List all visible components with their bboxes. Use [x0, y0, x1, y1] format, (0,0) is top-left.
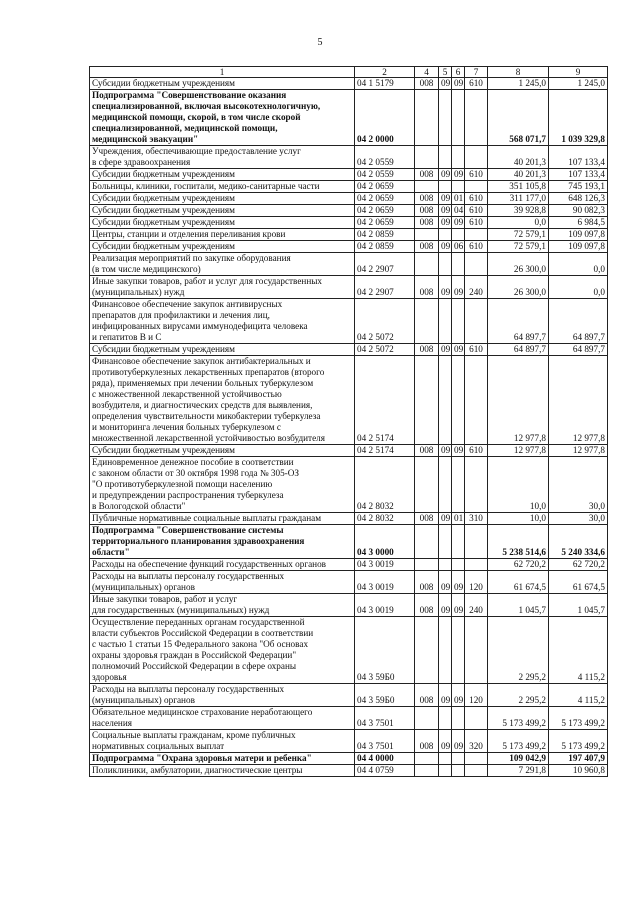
- row-code-cell: 04 2 0559: [355, 146, 415, 169]
- row-code-cell: 04 3 59Б0: [355, 617, 415, 684]
- row-subsection-cell: [452, 559, 465, 571]
- row-code-cell: 04 3 0019: [355, 571, 415, 594]
- row-ministry-cell: 008: [415, 571, 439, 594]
- header-cell: 8: [488, 67, 549, 78]
- row-subsection-cell: 01: [452, 193, 465, 205]
- row-amount-year1-cell: 1 045,7: [488, 594, 549, 617]
- row-subsection-cell: [452, 707, 465, 730]
- row-code-cell: 04 3 0019: [355, 594, 415, 617]
- row-name-cell: Финансовое обеспечение закупок антивирусных препаратов для профилактики и лечения лиц, инфицированных вирусами иммунодефицита человека и гепатитов В и С: [90, 299, 355, 344]
- row-amount-year2-cell: 109 097,8: [549, 241, 608, 253]
- row-section-cell: [439, 617, 452, 684]
- row-code-cell: 04 2 0559: [355, 169, 415, 181]
- header-cell: 7: [465, 67, 488, 78]
- row-amount-year1-cell: 64 897,7: [488, 344, 549, 356]
- row-amount-year2-cell: 62 720,2: [549, 559, 608, 571]
- row-subsection-cell: [452, 299, 465, 344]
- row-name-cell: Субсидии бюджетным учреждениям: [90, 217, 355, 229]
- row-amount-year2-cell: 1 045,7: [549, 594, 608, 617]
- row-subsection-cell: [452, 765, 465, 777]
- row-name-cell: Поликлиники, амбулатории, диагностические центры: [90, 765, 355, 777]
- row-expense-type-cell: 610: [465, 445, 488, 457]
- row-amount-year1-cell: 40 201,3: [488, 146, 549, 169]
- row-expense-type-cell: 240: [465, 594, 488, 617]
- row-expense-type-cell: [465, 617, 488, 684]
- row-expense-type-cell: [465, 356, 488, 445]
- row-amount-year1-cell: 40 201,3: [488, 169, 549, 181]
- row-code-cell: 04 2 5174: [355, 356, 415, 445]
- row-expense-type-cell: [465, 525, 488, 559]
- row-section-cell: 09: [439, 205, 452, 217]
- row-amount-year1-cell: 2 295,2: [488, 617, 549, 684]
- row-code-cell: 04 3 59Б0: [355, 684, 415, 707]
- table-row: [90, 559, 608, 571]
- row-subsection-cell: 09: [452, 78, 465, 90]
- row-expense-type-cell: [465, 229, 488, 241]
- row-name-cell: Центры, станции и отделения переливания крови: [90, 229, 355, 241]
- row-section-cell: [439, 253, 452, 276]
- table-row: [90, 229, 608, 241]
- row-amount-year1-cell: 62 720,2: [488, 559, 549, 571]
- table-row: [90, 617, 608, 684]
- row-expense-type-cell: [465, 181, 488, 193]
- table-row: [90, 730, 608, 753]
- table-row: [90, 765, 608, 777]
- row-code-cell: 04 2 0859: [355, 241, 415, 253]
- row-amount-year1-cell: 12 977,8: [488, 445, 549, 457]
- row-section-cell: 09: [439, 193, 452, 205]
- row-section-cell: [439, 90, 452, 146]
- row-amount-year1-cell: 568 071,7: [488, 90, 549, 146]
- row-code-cell: 04 3 7501: [355, 707, 415, 730]
- table-row: [90, 217, 608, 229]
- row-subsection-cell: [452, 356, 465, 445]
- table-row: [90, 205, 608, 217]
- row-expense-type-cell: 120: [465, 684, 488, 707]
- table-row: [90, 276, 608, 299]
- row-amount-year2-cell: 5 240 334,6: [549, 525, 608, 559]
- row-code-cell: 04 2 2907: [355, 276, 415, 299]
- row-code-cell: 04 2 0859: [355, 229, 415, 241]
- row-ministry-cell: 008: [415, 193, 439, 205]
- row-amount-year2-cell: 4 115,2: [549, 684, 608, 707]
- row-name-cell: Субсидии бюджетным учреждениям: [90, 193, 355, 205]
- row-section-cell: 09: [439, 445, 452, 457]
- budget-table: [89, 66, 608, 777]
- row-name-cell: Подпрограмма "Охрана здоровья матери и ребенка": [90, 753, 355, 765]
- row-amount-year2-cell: 0,0: [549, 253, 608, 276]
- row-subsection-cell: [452, 457, 465, 513]
- row-expense-type-cell: [465, 253, 488, 276]
- table-row: [90, 169, 608, 181]
- row-code-cell: 04 2 5072: [355, 344, 415, 356]
- row-section-cell: 09: [439, 571, 452, 594]
- row-ministry-cell: [415, 299, 439, 344]
- row-amount-year1-cell: 109 042,9: [488, 753, 549, 765]
- row-subsection-cell: 09: [452, 344, 465, 356]
- table-row: [90, 78, 608, 90]
- row-expense-type-cell: 240: [465, 276, 488, 299]
- row-amount-year1-cell: 61 674,5: [488, 571, 549, 594]
- row-code-cell: 04 2 5174: [355, 445, 415, 457]
- row-section-cell: [439, 765, 452, 777]
- row-amount-year2-cell: 745 193,1: [549, 181, 608, 193]
- table-row: [90, 90, 608, 146]
- table-row: [90, 684, 608, 707]
- row-code-cell: 04 3 0000: [355, 525, 415, 559]
- row-expense-type-cell: [465, 146, 488, 169]
- row-expense-type-cell: 310: [465, 513, 488, 525]
- row-ministry-cell: [415, 617, 439, 684]
- row-name-cell: Субсидии бюджетным учреждениям: [90, 78, 355, 90]
- row-ministry-cell: 008: [415, 78, 439, 90]
- header-cell: 2: [355, 67, 415, 78]
- table-row: [90, 241, 608, 253]
- row-section-cell: 09: [439, 684, 452, 707]
- row-amount-year2-cell: 107 133,4: [549, 169, 608, 181]
- row-name-cell: Публичные нормативные социальные выплаты гражданам: [90, 513, 355, 525]
- row-name-cell: Обязательное медицинское страхование неработающего населения: [90, 707, 355, 730]
- row-code-cell: 04 3 7501: [355, 730, 415, 753]
- row-subsection-cell: 09: [452, 445, 465, 457]
- row-ministry-cell: 008: [415, 445, 439, 457]
- row-ministry-cell: 008: [415, 344, 439, 356]
- row-name-cell: Расходы на выплаты персоналу государственных (муниципальных) органов: [90, 684, 355, 707]
- row-name-cell: Субсидии бюджетным учреждениям: [90, 205, 355, 217]
- row-amount-year1-cell: 72 579,1: [488, 241, 549, 253]
- row-amount-year1-cell: 10,0: [488, 457, 549, 513]
- row-name-cell: Иные закупки товаров, работ и услуг для государственных (муниципальных) нужд: [90, 594, 355, 617]
- row-ministry-cell: [415, 229, 439, 241]
- row-amount-year1-cell: 10,0: [488, 513, 549, 525]
- row-expense-type-cell: [465, 753, 488, 765]
- row-section-cell: 09: [439, 217, 452, 229]
- row-subsection-cell: 09: [452, 571, 465, 594]
- row-section-cell: 09: [439, 594, 452, 617]
- row-ministry-cell: 008: [415, 513, 439, 525]
- row-name-cell: Расходы на обеспечение функций государственных органов: [90, 559, 355, 571]
- row-subsection-cell: 09: [452, 594, 465, 617]
- table-row: [90, 457, 608, 513]
- row-subsection-cell: 09: [452, 276, 465, 299]
- row-amount-year1-cell: 26 300,0: [488, 253, 549, 276]
- row-code-cell: 04 2 0659: [355, 181, 415, 193]
- table-row: [90, 594, 608, 617]
- row-amount-year1-cell: 26 300,0: [488, 276, 549, 299]
- row-expense-type-cell: 610: [465, 193, 488, 205]
- row-section-cell: [439, 753, 452, 765]
- row-expense-type-cell: 610: [465, 169, 488, 181]
- table-row: [90, 146, 608, 169]
- row-ministry-cell: 008: [415, 217, 439, 229]
- row-subsection-cell: 04: [452, 205, 465, 217]
- row-amount-year2-cell: 0,0: [549, 276, 608, 299]
- row-amount-year1-cell: 5 173 499,2: [488, 707, 549, 730]
- row-subsection-cell: 01: [452, 513, 465, 525]
- row-ministry-cell: [415, 90, 439, 146]
- row-section-cell: [439, 457, 452, 513]
- row-subsection-cell: 06: [452, 241, 465, 253]
- row-section-cell: 09: [439, 344, 452, 356]
- row-name-cell: Субсидии бюджетным учреждениям: [90, 169, 355, 181]
- row-section-cell: 09: [439, 78, 452, 90]
- row-name-cell: Иные закупки товаров, работ и услуг для государственных (муниципальных) нужд: [90, 276, 355, 299]
- row-expense-type-cell: [465, 559, 488, 571]
- row-section-cell: [439, 229, 452, 241]
- row-subsection-cell: [452, 181, 465, 193]
- row-ministry-cell: [415, 765, 439, 777]
- row-amount-year2-cell: 5 173 499,2: [549, 730, 608, 753]
- row-section-cell: 09: [439, 730, 452, 753]
- row-expense-type-cell: 610: [465, 205, 488, 217]
- table-row: [90, 181, 608, 193]
- row-name-cell: Расходы на выплаты персоналу государственных (муниципальных) органов: [90, 571, 355, 594]
- row-section-cell: 09: [439, 241, 452, 253]
- table-row: [90, 344, 608, 356]
- header-cell: 4: [415, 67, 439, 78]
- row-amount-year2-cell: 107 133,4: [549, 146, 608, 169]
- row-amount-year2-cell: 1 039 329,8: [549, 90, 608, 146]
- row-name-cell: Субсидии бюджетным учреждениям: [90, 344, 355, 356]
- row-expense-type-cell: [465, 90, 488, 146]
- row-amount-year1-cell: 311 177,0: [488, 193, 549, 205]
- row-code-cell: 04 4 0759: [355, 765, 415, 777]
- row-subsection-cell: 09: [452, 684, 465, 707]
- table-header-row: [90, 67, 608, 78]
- row-ministry-cell: [415, 181, 439, 193]
- row-amount-year1-cell: 351 105,8: [488, 181, 549, 193]
- row-section-cell: [439, 559, 452, 571]
- row-amount-year2-cell: 30,0: [549, 513, 608, 525]
- row-amount-year1-cell: 2 295,2: [488, 684, 549, 707]
- row-amount-year2-cell: 61 674,5: [549, 571, 608, 594]
- row-amount-year1-cell: 39 928,8: [488, 205, 549, 217]
- row-ministry-cell: 008: [415, 594, 439, 617]
- row-ministry-cell: [415, 146, 439, 169]
- row-subsection-cell: [452, 146, 465, 169]
- row-expense-type-cell: 120: [465, 571, 488, 594]
- page-number: 5: [317, 37, 323, 48]
- row-ministry-cell: [415, 356, 439, 445]
- row-ministry-cell: [415, 559, 439, 571]
- row-amount-year2-cell: 10 960,8: [549, 765, 608, 777]
- row-ministry-cell: 008: [415, 205, 439, 217]
- row-subsection-cell: [452, 253, 465, 276]
- table-row: [90, 707, 608, 730]
- row-section-cell: [439, 181, 452, 193]
- row-amount-year1-cell: 64 897,7: [488, 299, 549, 344]
- row-name-cell: Подпрограмма "Совершенствование системы территориального планирования здравоохранения области": [90, 525, 355, 559]
- row-amount-year1-cell: 5 173 499,2: [488, 730, 549, 753]
- row-subsection-cell: [452, 753, 465, 765]
- row-expense-type-cell: 320: [465, 730, 488, 753]
- row-section-cell: [439, 356, 452, 445]
- row-subsection-cell: [452, 525, 465, 559]
- row-ministry-cell: 008: [415, 730, 439, 753]
- row-amount-year2-cell: 90 082,3: [549, 205, 608, 217]
- row-name-cell: Учреждения, обеспечивающие предоставление услуг в сфере здравоохранения: [90, 146, 355, 169]
- row-expense-type-cell: [465, 299, 488, 344]
- row-ministry-cell: 008: [415, 241, 439, 253]
- row-ministry-cell: [415, 753, 439, 765]
- table-row: [90, 299, 608, 344]
- row-section-cell: [439, 707, 452, 730]
- row-ministry-cell: [415, 707, 439, 730]
- row-code-cell: 04 2 8032: [355, 457, 415, 513]
- header-cell: 9: [549, 67, 608, 78]
- row-name-cell: Субсидии бюджетным учреждениям: [90, 445, 355, 457]
- row-name-cell: Больницы, клиники, госпитали, медико-санитарные части: [90, 181, 355, 193]
- row-code-cell: 04 2 0659: [355, 193, 415, 205]
- row-expense-type-cell: 610: [465, 241, 488, 253]
- row-amount-year2-cell: 197 407,9: [549, 753, 608, 765]
- row-subsection-cell: 09: [452, 730, 465, 753]
- table-row: [90, 571, 608, 594]
- row-amount-year2-cell: 648 126,3: [549, 193, 608, 205]
- row-amount-year2-cell: 1 245,0: [549, 78, 608, 90]
- row-amount-year2-cell: 12 977,8: [549, 356, 608, 445]
- row-name-cell: Финансовое обеспечение закупок антибактериальных и противотуберкулезных лекарственных препаратов (второго ряда), применяемых при лечении больных туберкулезом с множественной лекарственной устойчивостью возбудителя, и диагностических средств для выявления, определения чувствительности микобактерии туберкулеза и мониторинга лечения больных туберкулезом с множественной лекарственной устойчивостью возбудителя: [90, 356, 355, 445]
- row-amount-year2-cell: 12 977,8: [549, 445, 608, 457]
- row-section-cell: [439, 525, 452, 559]
- row-amount-year1-cell: 7 291,8: [488, 765, 549, 777]
- row-subsection-cell: [452, 229, 465, 241]
- header-cell: 1: [90, 67, 355, 78]
- row-expense-type-cell: 610: [465, 78, 488, 90]
- row-name-cell: Реализация мероприятий по закупке оборудования (в том числе медицинского): [90, 253, 355, 276]
- row-ministry-cell: [415, 457, 439, 513]
- header-cell: 6: [452, 67, 465, 78]
- row-name-cell: Социальные выплаты гражданам, кроме публичных нормативных социальных выплат: [90, 730, 355, 753]
- row-subsection-cell: 09: [452, 169, 465, 181]
- row-code-cell: 04 2 0659: [355, 217, 415, 229]
- row-amount-year2-cell: 64 897,7: [549, 344, 608, 356]
- row-section-cell: 09: [439, 169, 452, 181]
- row-amount-year2-cell: 109 097,8: [549, 229, 608, 241]
- row-section-cell: 09: [439, 276, 452, 299]
- row-amount-year1-cell: 12 977,8: [488, 356, 549, 445]
- row-amount-year2-cell: 6 984,5: [549, 217, 608, 229]
- row-subsection-cell: [452, 617, 465, 684]
- row-amount-year2-cell: 64 897,7: [549, 299, 608, 344]
- row-section-cell: 09: [439, 513, 452, 525]
- table-row: [90, 253, 608, 276]
- row-code-cell: 04 4 0000: [355, 753, 415, 765]
- row-section-cell: [439, 299, 452, 344]
- table-row: [90, 513, 608, 525]
- row-subsection-cell: [452, 90, 465, 146]
- row-name-cell: Подпрограмма "Совершенствование оказания специализированной, включая высокотехнологичную, медицинской помощи, скорой, в том числе скорой специализированной, медицинской помощи, медицинской эвакуации": [90, 90, 355, 146]
- row-name-cell: Субсидии бюджетным учреждениям: [90, 241, 355, 253]
- row-code-cell: 04 2 0659: [355, 205, 415, 217]
- header-cell: 5: [439, 67, 452, 78]
- table-row: [90, 193, 608, 205]
- row-code-cell: 04 2 8032: [355, 513, 415, 525]
- row-code-cell: 04 1 5179: [355, 78, 415, 90]
- row-expense-type-cell: [465, 707, 488, 730]
- row-amount-year2-cell: 5 173 499,2: [549, 707, 608, 730]
- table-row: [90, 753, 608, 765]
- row-ministry-cell: [415, 253, 439, 276]
- row-amount-year2-cell: 30,0: [549, 457, 608, 513]
- row-expense-type-cell: [465, 765, 488, 777]
- row-amount-year1-cell: 1 245,0: [488, 78, 549, 90]
- row-amount-year1-cell: 72 579,1: [488, 229, 549, 241]
- row-code-cell: 04 2 2907: [355, 253, 415, 276]
- row-ministry-cell: 008: [415, 684, 439, 707]
- row-amount-year2-cell: 4 115,2: [549, 617, 608, 684]
- row-amount-year1-cell: 5 238 514,6: [488, 525, 549, 559]
- row-name-cell: Единовременное денежное пособие в соответствии с законом области от 30 октября 1998 года № 305-ОЗ "О противотуберкулезной помощи населению и предупреждении распространения туберкулеза в Вологодской области": [90, 457, 355, 513]
- row-ministry-cell: 008: [415, 276, 439, 299]
- row-expense-type-cell: [465, 457, 488, 513]
- row-code-cell: 04 3 0019: [355, 559, 415, 571]
- table-row: [90, 356, 608, 445]
- row-amount-year1-cell: 0,0: [488, 217, 549, 229]
- table-row: [90, 525, 608, 559]
- row-expense-type-cell: 610: [465, 344, 488, 356]
- row-name-cell: Осуществление переданных органам государственной власти субъектов Российской Федерации в соответствии с частью 1 статьи 15 Федерального закона "Об основах охраны здоровья граждан в Российской Федерации" полномочий Российской Федерации в сфере охраны здоровья: [90, 617, 355, 684]
- row-section-cell: [439, 146, 452, 169]
- row-subsection-cell: 09: [452, 217, 465, 229]
- row-ministry-cell: 008: [415, 169, 439, 181]
- table-row: [90, 445, 608, 457]
- row-expense-type-cell: 610: [465, 217, 488, 229]
- row-code-cell: 04 2 5072: [355, 299, 415, 344]
- row-code-cell: 04 2 0000: [355, 90, 415, 146]
- row-ministry-cell: [415, 525, 439, 559]
